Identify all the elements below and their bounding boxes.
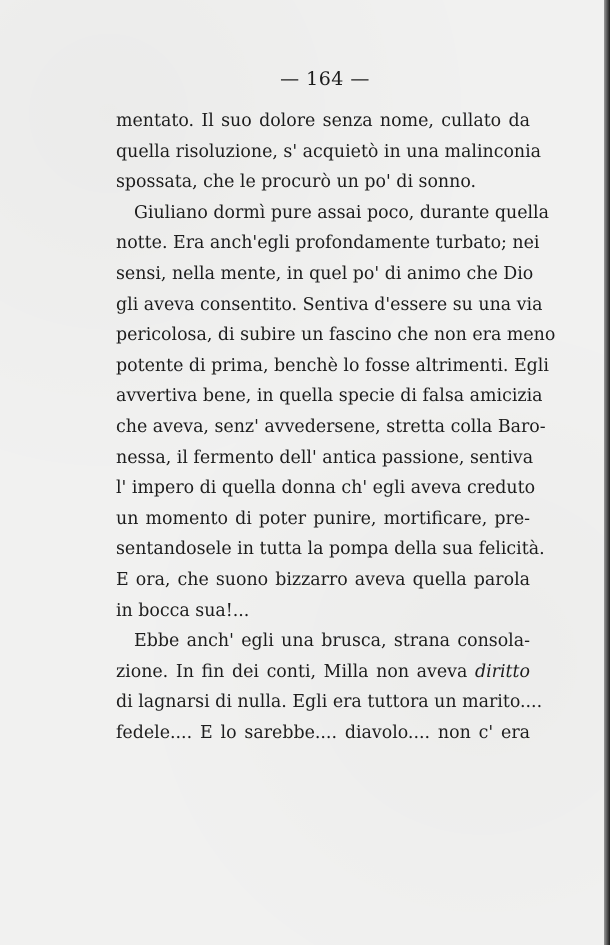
text-line: che aveva, senz' avvedersene, stretta colla Baro- [116,416,546,437]
text-line: avvertiva bene, in quella specie di falsa amicizia [116,386,543,407]
text-line [116,657,530,688]
body-text [116,106,556,748]
text-line: un momento di poter punire, mortificare, pre- [116,508,530,529]
text-line: fedele.... E lo sarebbe.... diavolo.... non c' era [116,722,530,743]
emphasis-text: diritto [474,661,530,682]
text-line: gli aveva consentito. Sentiva d'essere su una via [116,294,543,315]
text-line: quella risoluzione, s' acquietò in una malinconia [116,141,542,162]
text-line: notte. Era anch'egli profondamente turbato; nei [116,233,540,254]
text-line: mentato. Il suo dolore senza nome, cullato da [116,111,530,131]
text-line: potente di prima, benchè lo fosse altrimenti. Egli [116,355,549,376]
text-run: zione. In fin dei conti, Milla non aveva [116,661,475,682]
text-line: di lagnarsi di nulla. Egli era tuttora un marito.... [116,692,543,713]
text-line: in bocca sua!... [116,600,250,621]
page-number: — 164 — [280,68,370,90]
text-line: E ora, che suono bizzarro aveva quella parola [116,569,530,590]
text-line: spossata, che le procurò un po' di sonno. [116,172,477,193]
text-line: sentandosele in tutta la pompa della sua felicità. [116,539,545,560]
page-edge-shadow [604,0,610,945]
text-line: pericolosa, di subire un fascino che non era meno [116,325,556,346]
text-line: l' impero di quella donna ch' egli aveva creduto [116,478,536,499]
paragraph-start-line: Ebbe anch' egli una brusca, strana consola- [134,631,530,652]
text-line: sensi, nella mente, in quel po' di animo che Dio [116,263,534,284]
paragraph-start-line: Giuliano dormì pure assai poco, durante quella [134,202,549,223]
text-line: nessa, il fermento dell' antica passione, sentiva [116,447,534,468]
